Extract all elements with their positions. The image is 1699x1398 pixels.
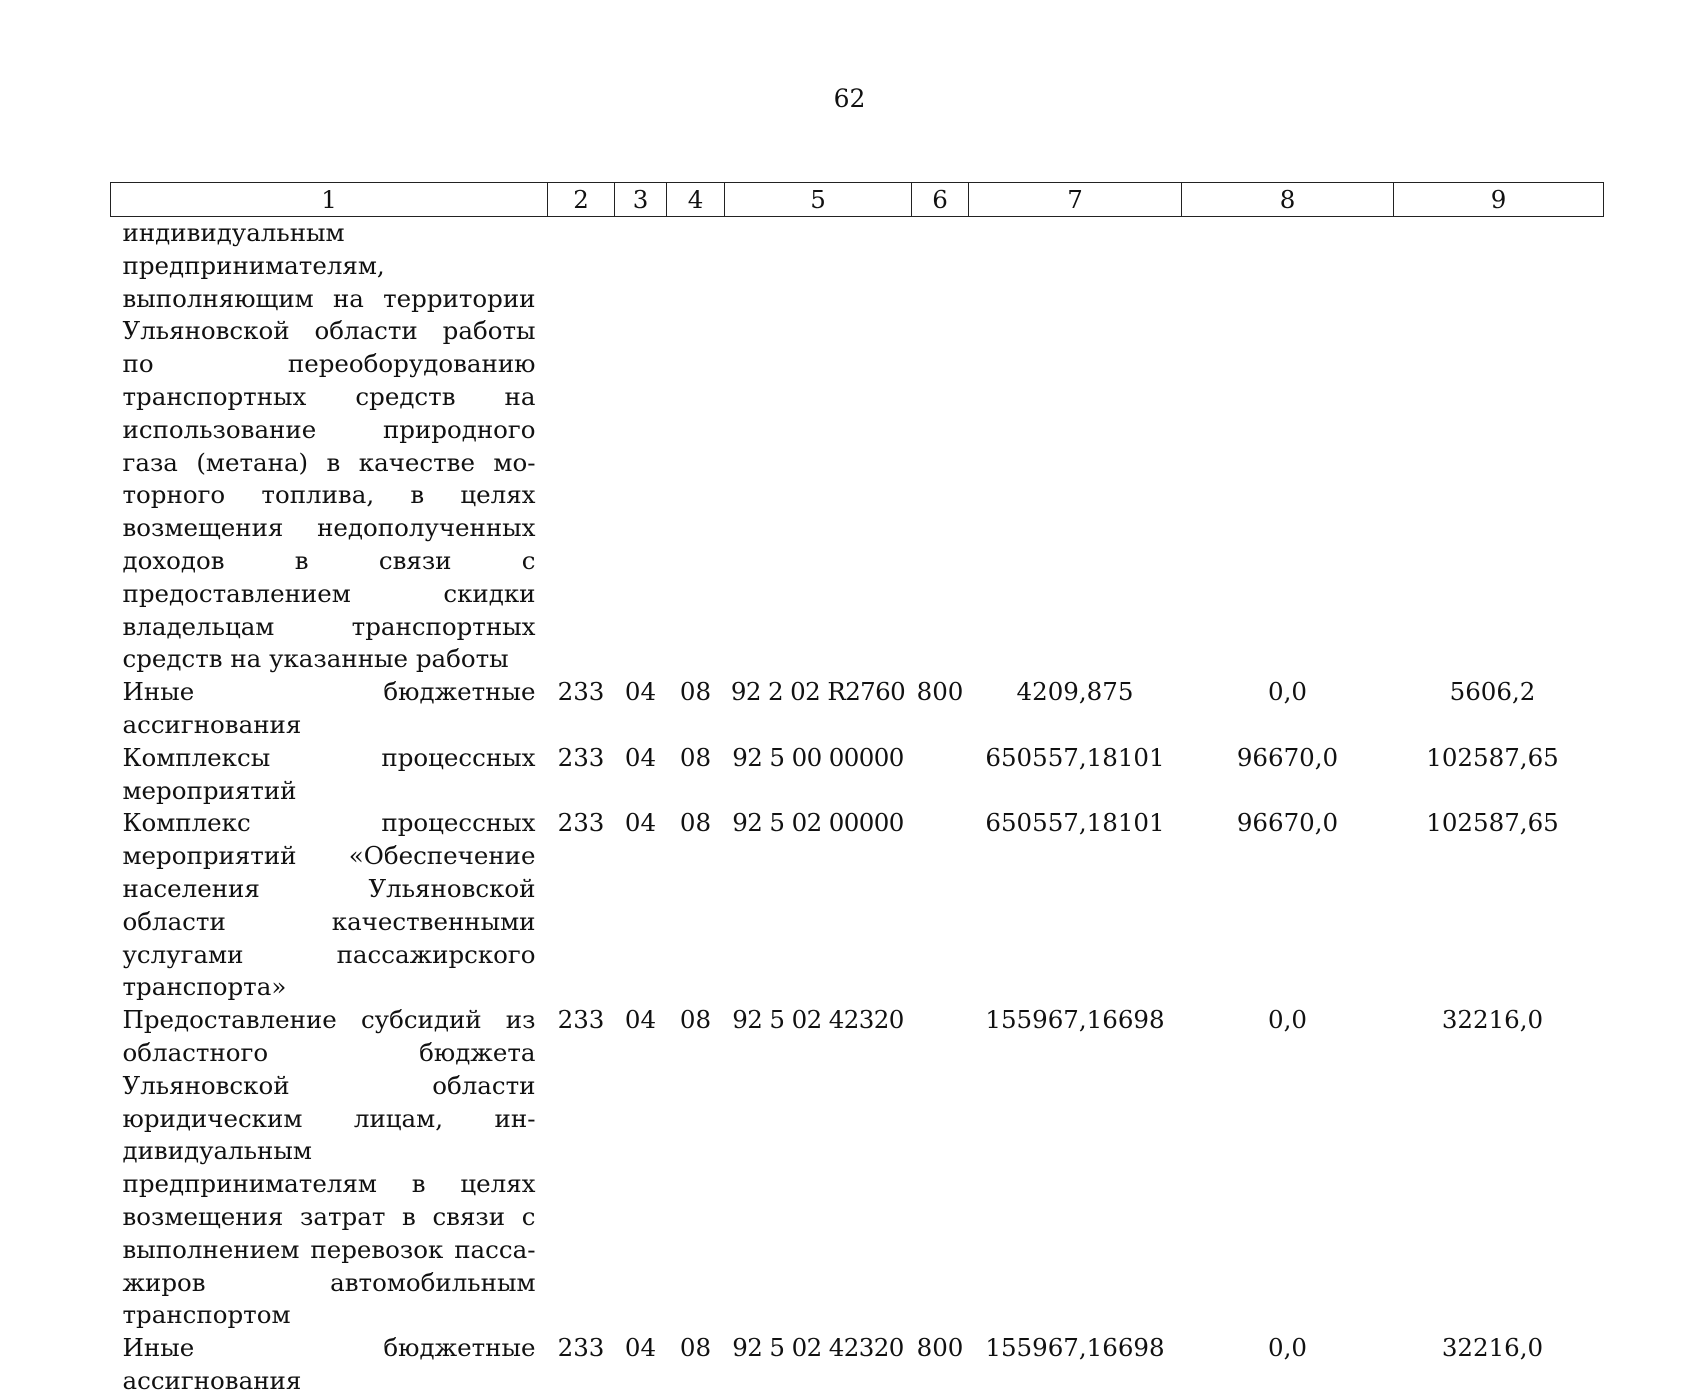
row-amount-1: 4209,875 — [1016, 677, 1134, 707]
row-target-article — [725, 217, 912, 677]
header-col-3: 3 — [615, 183, 667, 217]
row-code-ministry: 233 — [557, 742, 605, 772]
row-amount-2: 0,0 — [1268, 1333, 1307, 1363]
row-code-section: 04 — [624, 1005, 657, 1035]
row-code-section: 04 — [624, 808, 657, 838]
header-col-8: 8 — [1182, 183, 1394, 217]
row-amount-1: 155967,16698 — [985, 1005, 1165, 1035]
row-code-subsection: 08 — [679, 677, 712, 707]
header-row — [111, 183, 1604, 217]
row-code-subsection: 08 — [679, 742, 712, 772]
row-amount-3: 5606,2 — [1449, 677, 1536, 707]
row-target-article: 92 5 00 00000 — [732, 742, 904, 772]
table-row — [111, 676, 1604, 742]
row-amount-2: 96670,0 — [1236, 742, 1339, 772]
table-header — [111, 183, 1604, 217]
row-expense-type: 800 — [916, 677, 964, 707]
header-col-5: 5 — [725, 183, 912, 217]
row-code-section — [615, 217, 667, 677]
row-name: Иные бюджетные ассигнования — [122, 1333, 536, 1395]
table-body — [111, 217, 1604, 1398]
row-code-section: 04 — [624, 1333, 657, 1363]
row-amount-3: 102587,65 — [1426, 808, 1559, 838]
header-col-4: 4 — [667, 183, 725, 217]
row-amount-3: 32216,0 — [1441, 1333, 1544, 1363]
row-name: Предоставление субсидий из областного бюджета Ульяновской области юридическим лицам, индивидуальным предпринимателям в целях возмещения затрат в связи с выполнением перевозок пассажиров автомобильным транспортом — [122, 1005, 536, 1330]
row-expense-type: 800 — [916, 1333, 964, 1363]
row-code-subsection — [667, 217, 725, 677]
row-amount-2 — [1182, 217, 1394, 677]
row-expense-type — [912, 807, 969, 1004]
row-name: Иные бюджетные ассигнования — [122, 677, 536, 739]
header-col-6: 6 — [912, 183, 969, 217]
row-amount-1: 650557,18101 — [985, 808, 1165, 838]
row-name: Комплекс процессных мероприятий «Обеспечение населения Ульяновской области качественными услугами пассажирского транспорта» — [122, 808, 536, 1002]
table-row — [111, 807, 1604, 1004]
row-amount-2: 0,0 — [1268, 1005, 1307, 1035]
row-name: Комплексы процессных мероприятий — [122, 742, 536, 805]
table-row — [111, 1332, 1604, 1398]
row-expense-type — [912, 742, 969, 808]
row-amount-1: 650557,18101 — [985, 742, 1165, 772]
row-amount-1 — [969, 217, 1182, 677]
header-col-2: 2 — [548, 183, 615, 217]
row-expense-type — [912, 1004, 969, 1332]
row-target-article: 92 5 02 42320 — [732, 1333, 904, 1363]
row-amount-2: 96670,0 — [1236, 808, 1339, 838]
row-code-ministry: 233 — [557, 677, 605, 707]
row-amount-3 — [1394, 217, 1604, 677]
row-amount-3: 32216,0 — [1441, 1005, 1544, 1035]
row-code-subsection: 08 — [679, 1005, 712, 1035]
row-target-article: 92 5 02 42320 — [732, 1005, 904, 1035]
header-col-9: 9 — [1394, 183, 1604, 217]
row-target-article: 92 2 02 R2760 — [730, 677, 906, 707]
header-col-1: 1 — [111, 183, 548, 217]
row-target-article: 92 5 02 00000 — [732, 808, 904, 838]
row-amount-1: 155967,16698 — [985, 1333, 1165, 1363]
budget-table — [110, 182, 1604, 1398]
header-col-7: 7 — [969, 183, 1182, 217]
table-row — [111, 742, 1604, 808]
row-code-ministry: 233 — [557, 1333, 605, 1363]
row-code-section: 04 — [624, 677, 657, 707]
page-number: 62 — [833, 84, 866, 113]
row-name: индивидуальным предпринимателям, выполняющим на территории Ульяновской области работы по переоборудованию транспортных средств на использование природного газа (метана) в качестве моторного топлива, в целях возмещения недополученных доходов в связи с предоставлением скидки владельцам транспортных средств на указанные работы — [122, 218, 536, 674]
table-row — [111, 1004, 1604, 1332]
row-expense-type — [912, 217, 969, 677]
row-code-subsection: 08 — [679, 1333, 712, 1363]
row-amount-3: 102587,65 — [1426, 742, 1559, 772]
row-code-section: 04 — [624, 742, 657, 772]
row-code-ministry — [548, 217, 615, 677]
row-amount-2: 0,0 — [1268, 677, 1307, 707]
row-code-ministry: 233 — [557, 808, 605, 838]
table-row — [111, 217, 1604, 677]
row-code-subsection: 08 — [679, 808, 712, 838]
row-code-ministry: 233 — [557, 1005, 605, 1035]
